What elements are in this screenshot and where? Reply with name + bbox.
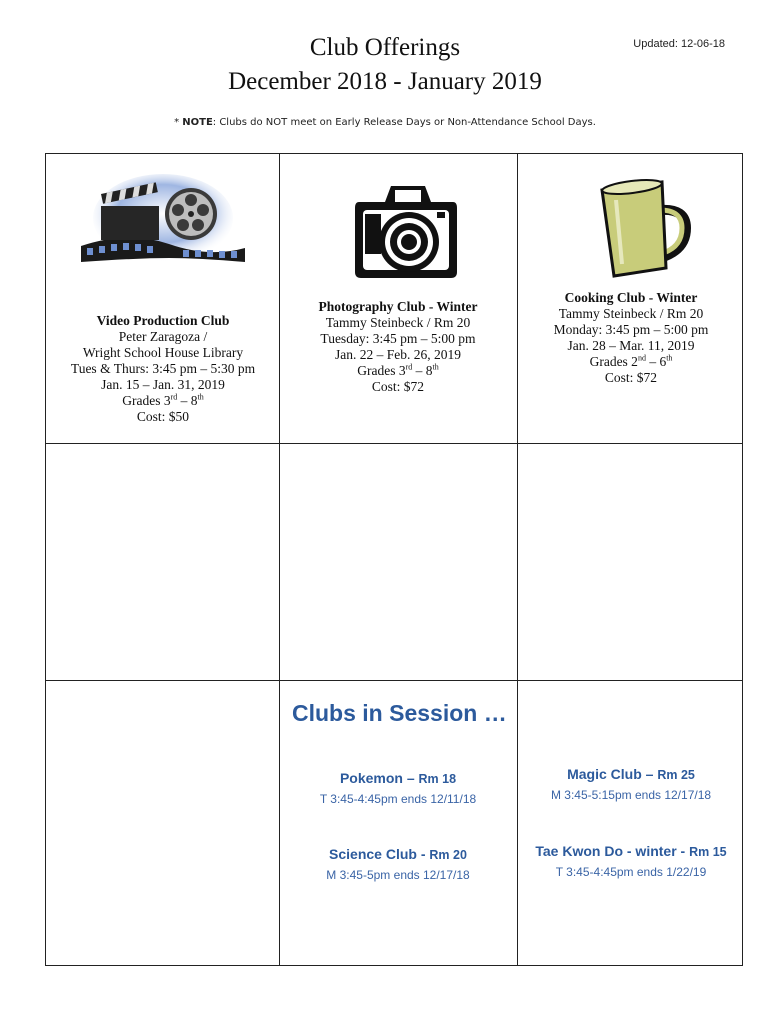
grid-divider bbox=[279, 154, 280, 965]
session-name: Magic Club – bbox=[567, 766, 658, 782]
club-dates: Jan. 22 – Feb. 26, 2019 bbox=[335, 347, 461, 362]
session-name: Pokemon – bbox=[339, 770, 419, 786]
club-cost: Cost: $72 bbox=[371, 379, 425, 394]
club-name: Photography Club - Winter bbox=[318, 299, 478, 314]
club-dates: Jan. 28 – Mar. 11, 2019 bbox=[567, 338, 695, 353]
session-room: Rm 18 bbox=[418, 772, 457, 786]
club-grades: Grades 3rd – 8th bbox=[357, 362, 439, 378]
club-schedule: Tuesday: 3:45 pm – 5:00 pm bbox=[320, 331, 476, 346]
club-schedule: Tues & Thurs: 3:45 pm – 5:30 pm bbox=[70, 361, 256, 376]
club-location: Wright School House Library bbox=[82, 345, 244, 360]
grid-divider bbox=[46, 680, 742, 681]
session-time: M 3:45-5:15pm ends 12/17/18 bbox=[550, 788, 712, 802]
session-name: Tae Kwon Do - winter - bbox=[535, 843, 690, 859]
page-title-line2: December 2018 - January 2019 bbox=[228, 68, 542, 95]
grid-divider bbox=[46, 443, 742, 444]
camera-icon bbox=[351, 180, 461, 282]
club-grades: Grades 2nd – 6th bbox=[589, 353, 673, 369]
club-cost: Cost: $50 bbox=[136, 409, 190, 424]
note-label: NOTE bbox=[182, 117, 213, 128]
session-item-magic bbox=[520, 766, 742, 802]
session-name: Science Club - bbox=[329, 846, 430, 862]
club-schedule: Monday: 3:45 pm – 5:00 pm bbox=[553, 322, 709, 337]
session-time: T 3:45-4:45pm ends 12/11/18 bbox=[319, 792, 477, 806]
session-time: M 3:45-5pm ends 12/17/18 bbox=[326, 868, 470, 882]
club-video-production bbox=[50, 313, 276, 425]
club-leader: Peter Zaragoza / bbox=[118, 329, 208, 344]
session-item-science bbox=[282, 846, 514, 882]
mug-icon bbox=[594, 178, 694, 278]
note-text: : Clubs do NOT meet on Early Release Days or Non-Attendance School Days. bbox=[212, 117, 596, 128]
session-room: Rm 15 bbox=[689, 845, 727, 859]
club-cost: Cost: $72 bbox=[604, 370, 658, 385]
club-name: Cooking Club - Winter bbox=[564, 290, 698, 305]
club-grades: Grades 3rd – 8th bbox=[122, 392, 204, 408]
session-title: Clubs in Session … bbox=[292, 700, 507, 726]
club-dates: Jan. 15 – Jan. 31, 2019 bbox=[101, 377, 225, 392]
session-item-pokemon bbox=[282, 770, 514, 806]
film-reel-icon bbox=[79, 170, 247, 270]
club-cooking bbox=[520, 290, 742, 386]
session-time: T 3:45-4:45pm ends 1/22/19 bbox=[555, 865, 707, 879]
note: * NOTE: Clubs do NOT meet on Early Release Days or Non-Attendance School Days. bbox=[174, 117, 596, 128]
session-item-taekwondo bbox=[520, 843, 742, 879]
club-leader: Tammy Steinbeck / Rm 20 bbox=[558, 306, 704, 321]
club-photography bbox=[282, 299, 514, 395]
grid-divider bbox=[517, 154, 518, 965]
page-title-line1: Club Offerings bbox=[309, 34, 461, 61]
club-leader: Tammy Steinbeck / Rm 20 bbox=[325, 315, 471, 330]
updated-date: Updated: 12-06-18 bbox=[633, 38, 725, 50]
session-room: Rm 25 bbox=[657, 768, 695, 782]
club-name: Video Production Club bbox=[96, 313, 230, 328]
session-room: Rm 20 bbox=[429, 848, 467, 862]
club-grid bbox=[45, 153, 743, 966]
